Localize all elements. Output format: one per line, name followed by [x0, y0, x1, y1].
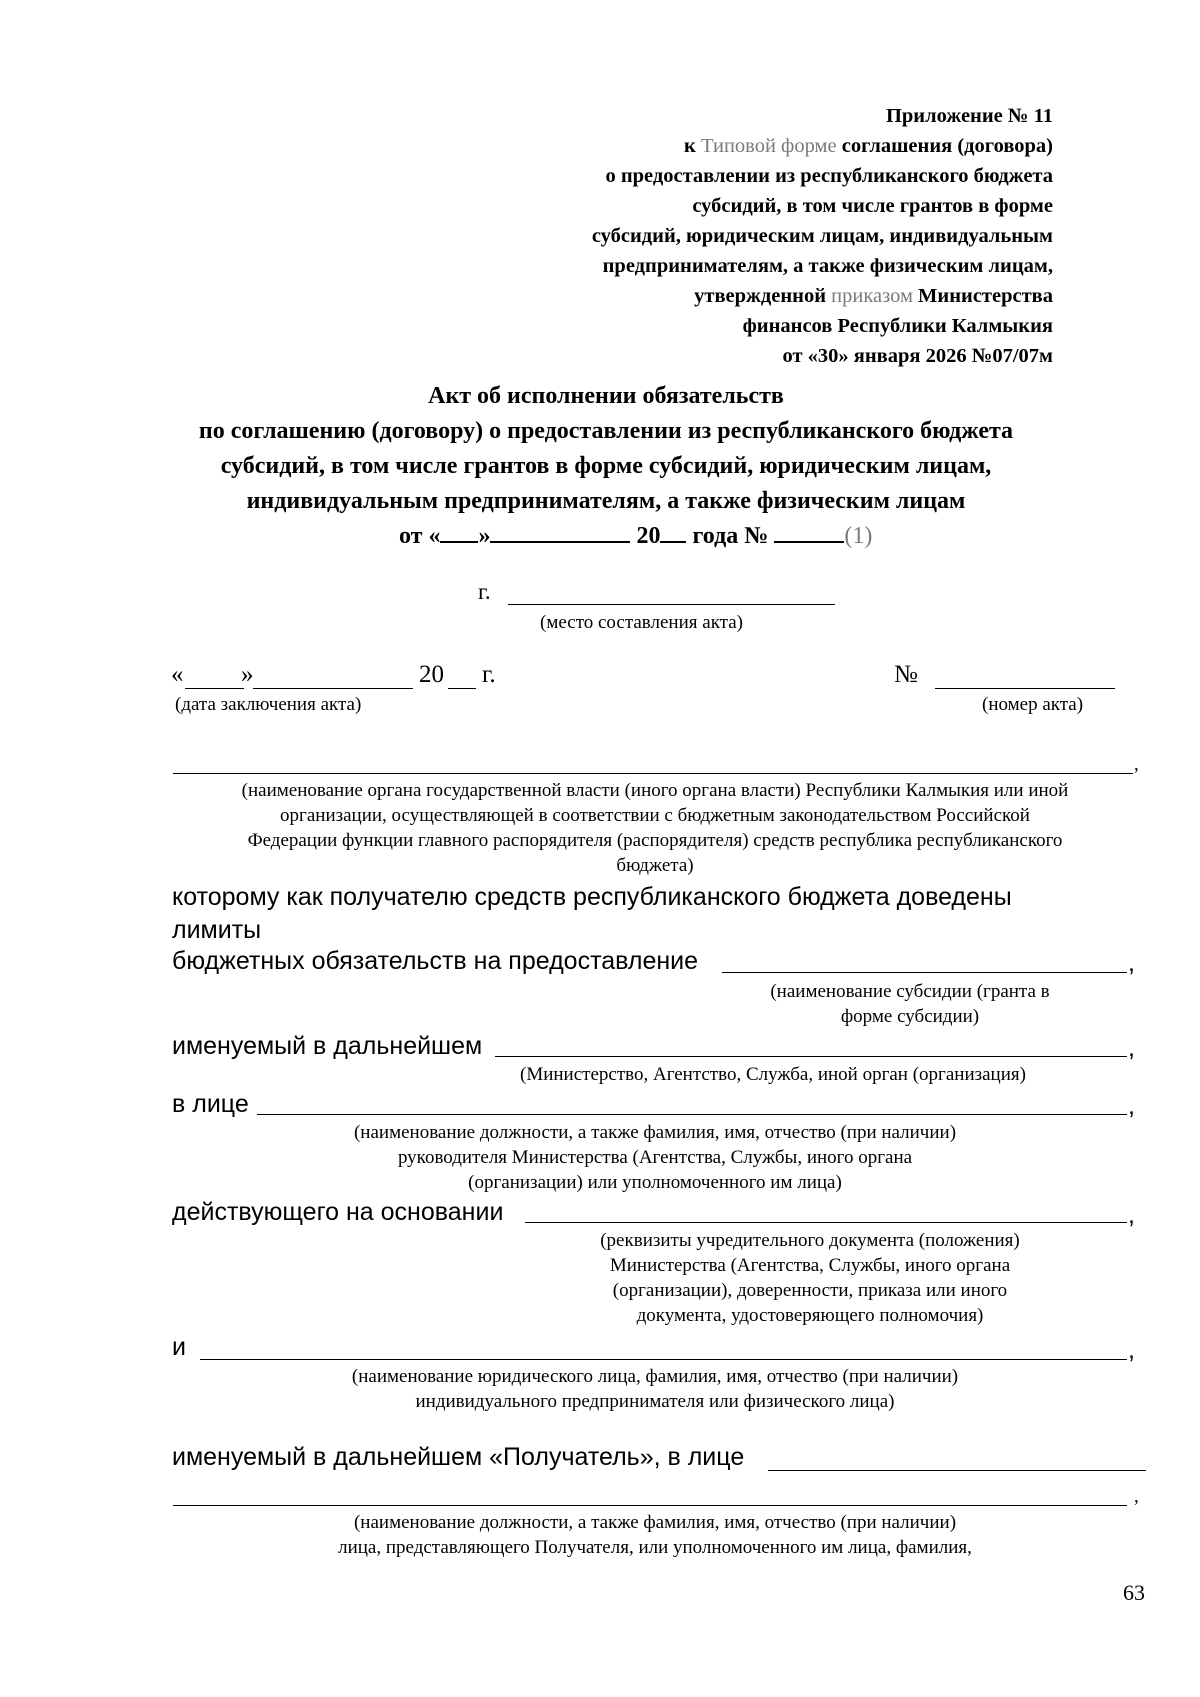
footnote-ref[interactable]: (1): [844, 523, 873, 549]
place-caption: (место составления акта): [540, 612, 743, 633]
acting-field[interactable]: [525, 1222, 1127, 1223]
and-caption: (наименование юридического лица, фамилия, имя, отчество (при наличии) индивидуального предпринимателя или физического лица): [351, 1366, 959, 1412]
date-caption: (дата заключения акта): [175, 694, 362, 715]
document-title: [0, 379, 1200, 519]
place-prefix: г.: [478, 579, 491, 604]
recipient-field-1[interactable]: [768, 1470, 1146, 1471]
limits-text-2: лимиты: [172, 916, 262, 944]
title-line-4: индивидуальным предпринимателям, а также физическим лицам: [246, 488, 966, 514]
header-line-8: финансов Республики Калмыкия: [742, 315, 1053, 337]
title-line-3: субсидий, в том числе грантов в форме субсидий, юридическим лицам,: [220, 453, 992, 479]
subsidy-comma: ,: [1128, 949, 1135, 977]
act-number-field[interactable]: [935, 688, 1115, 689]
date-year-suffix: г.: [482, 661, 496, 688]
date-month-field[interactable]: [253, 688, 413, 689]
title-line-1: Акт об исполнении обязательств: [428, 383, 784, 409]
typical-form-link[interactable]: Типовой форме: [700, 135, 837, 157]
acting-caption: (реквизиты учредительного документа (положения) Министерства (Агентства, Службы, иного органа (организации), доверенности, приказа или иного документа, удостоверяющего полномочия): [600, 1230, 1020, 1326]
header-line-1: Приложение № 11: [885, 105, 1053, 127]
limits-text-1: которому как получателю средств республиканского бюджета доведены: [172, 883, 1012, 911]
header-line-9: от «30» января 2026 №07/07м: [782, 345, 1053, 367]
named-comma: ,: [1128, 1034, 1135, 1062]
place-field[interactable]: [508, 604, 835, 605]
header-line-3: о предоставлении из республиканского бюджета: [605, 165, 1053, 187]
recipient-field-2[interactable]: [173, 1505, 1127, 1506]
header-line-5: субсидий, юридическим лицам, индивидуальным: [591, 225, 1053, 247]
subsidy-name-field[interactable]: [722, 972, 1127, 973]
limits-text-3: бюджетных обязательств на предоставление: [172, 947, 699, 975]
appendix-header: [592, 101, 1053, 371]
acting-comma: ,: [1128, 1201, 1135, 1229]
date-close-quote: »: [241, 661, 254, 688]
in-person-label: в лице: [172, 1090, 249, 1118]
date-year-prefix: 20: [419, 661, 444, 688]
acting-label: действующего на основании: [172, 1198, 504, 1226]
named-caption: (Министерство, Агентство, Служба, иной орган (организация): [520, 1064, 1026, 1085]
title-date-line: от « » 20 года № (1): [399, 519, 872, 554]
page-number: 63: [1123, 1580, 1145, 1605]
date-open-quote: «: [171, 661, 184, 688]
and-label: и: [172, 1333, 186, 1361]
in-person-comma: ,: [1128, 1092, 1135, 1120]
named-label: именуемый в дальнейшем: [172, 1032, 483, 1060]
order-link[interactable]: приказом: [831, 285, 913, 307]
recipient-caption: (наименование должности, а также фамилия, имя, отчество (при наличии) лица, представляющего Получателя, или уполномоченного им лица, фамилия,: [338, 1512, 972, 1558]
organ-name-field[interactable]: [173, 773, 1133, 774]
organ-comma: ,: [1134, 754, 1139, 775]
title-line-2: по соглашению (договору) о предоставлении из республиканского бюджета: [198, 418, 1014, 444]
date-day-field[interactable]: [185, 688, 244, 689]
organ-caption: (наименование органа государственной власти (иного органа власти) Республики Калмыкия или иной организации, осуществляющей в соответствии с бюджетным законодательством Российской Федерации функции главного распорядителя (распорядителя) средств республика республиканского бюджета): [241, 780, 1069, 876]
in-person-field[interactable]: [257, 1114, 1127, 1115]
act-number-sign: №: [894, 661, 918, 688]
recipient-label: именуемый в дальнейшем «Получатель», в лице: [172, 1443, 745, 1471]
and-comma: ,: [1128, 1336, 1135, 1364]
counterparty-field[interactable]: [200, 1359, 1127, 1360]
header-line-7: утвержденной приказом Министерства: [694, 285, 1053, 307]
named-field[interactable]: [495, 1056, 1127, 1057]
in-person-caption: (наименование должности, а также фамилия, имя, отчество (при наличии) руководителя Министерства (Агентства, Службы, иного органа (организации) или уполномоченного им лица): [353, 1122, 957, 1193]
recipient-comma: ,: [1134, 1486, 1139, 1507]
date-year-field[interactable]: [448, 688, 476, 689]
subsidy-caption: (наименование субсидии (гранта в форме субсидии): [770, 981, 1050, 1027]
header-line-2: к Типовой форме соглашения (договора): [684, 135, 1053, 157]
header-line-4: субсидий, в том числе грантов в форме: [692, 195, 1053, 217]
act-number-caption: (номер акта): [982, 694, 1084, 715]
header-line-6: предпринимателям, а также физическим лицам,: [602, 255, 1053, 277]
